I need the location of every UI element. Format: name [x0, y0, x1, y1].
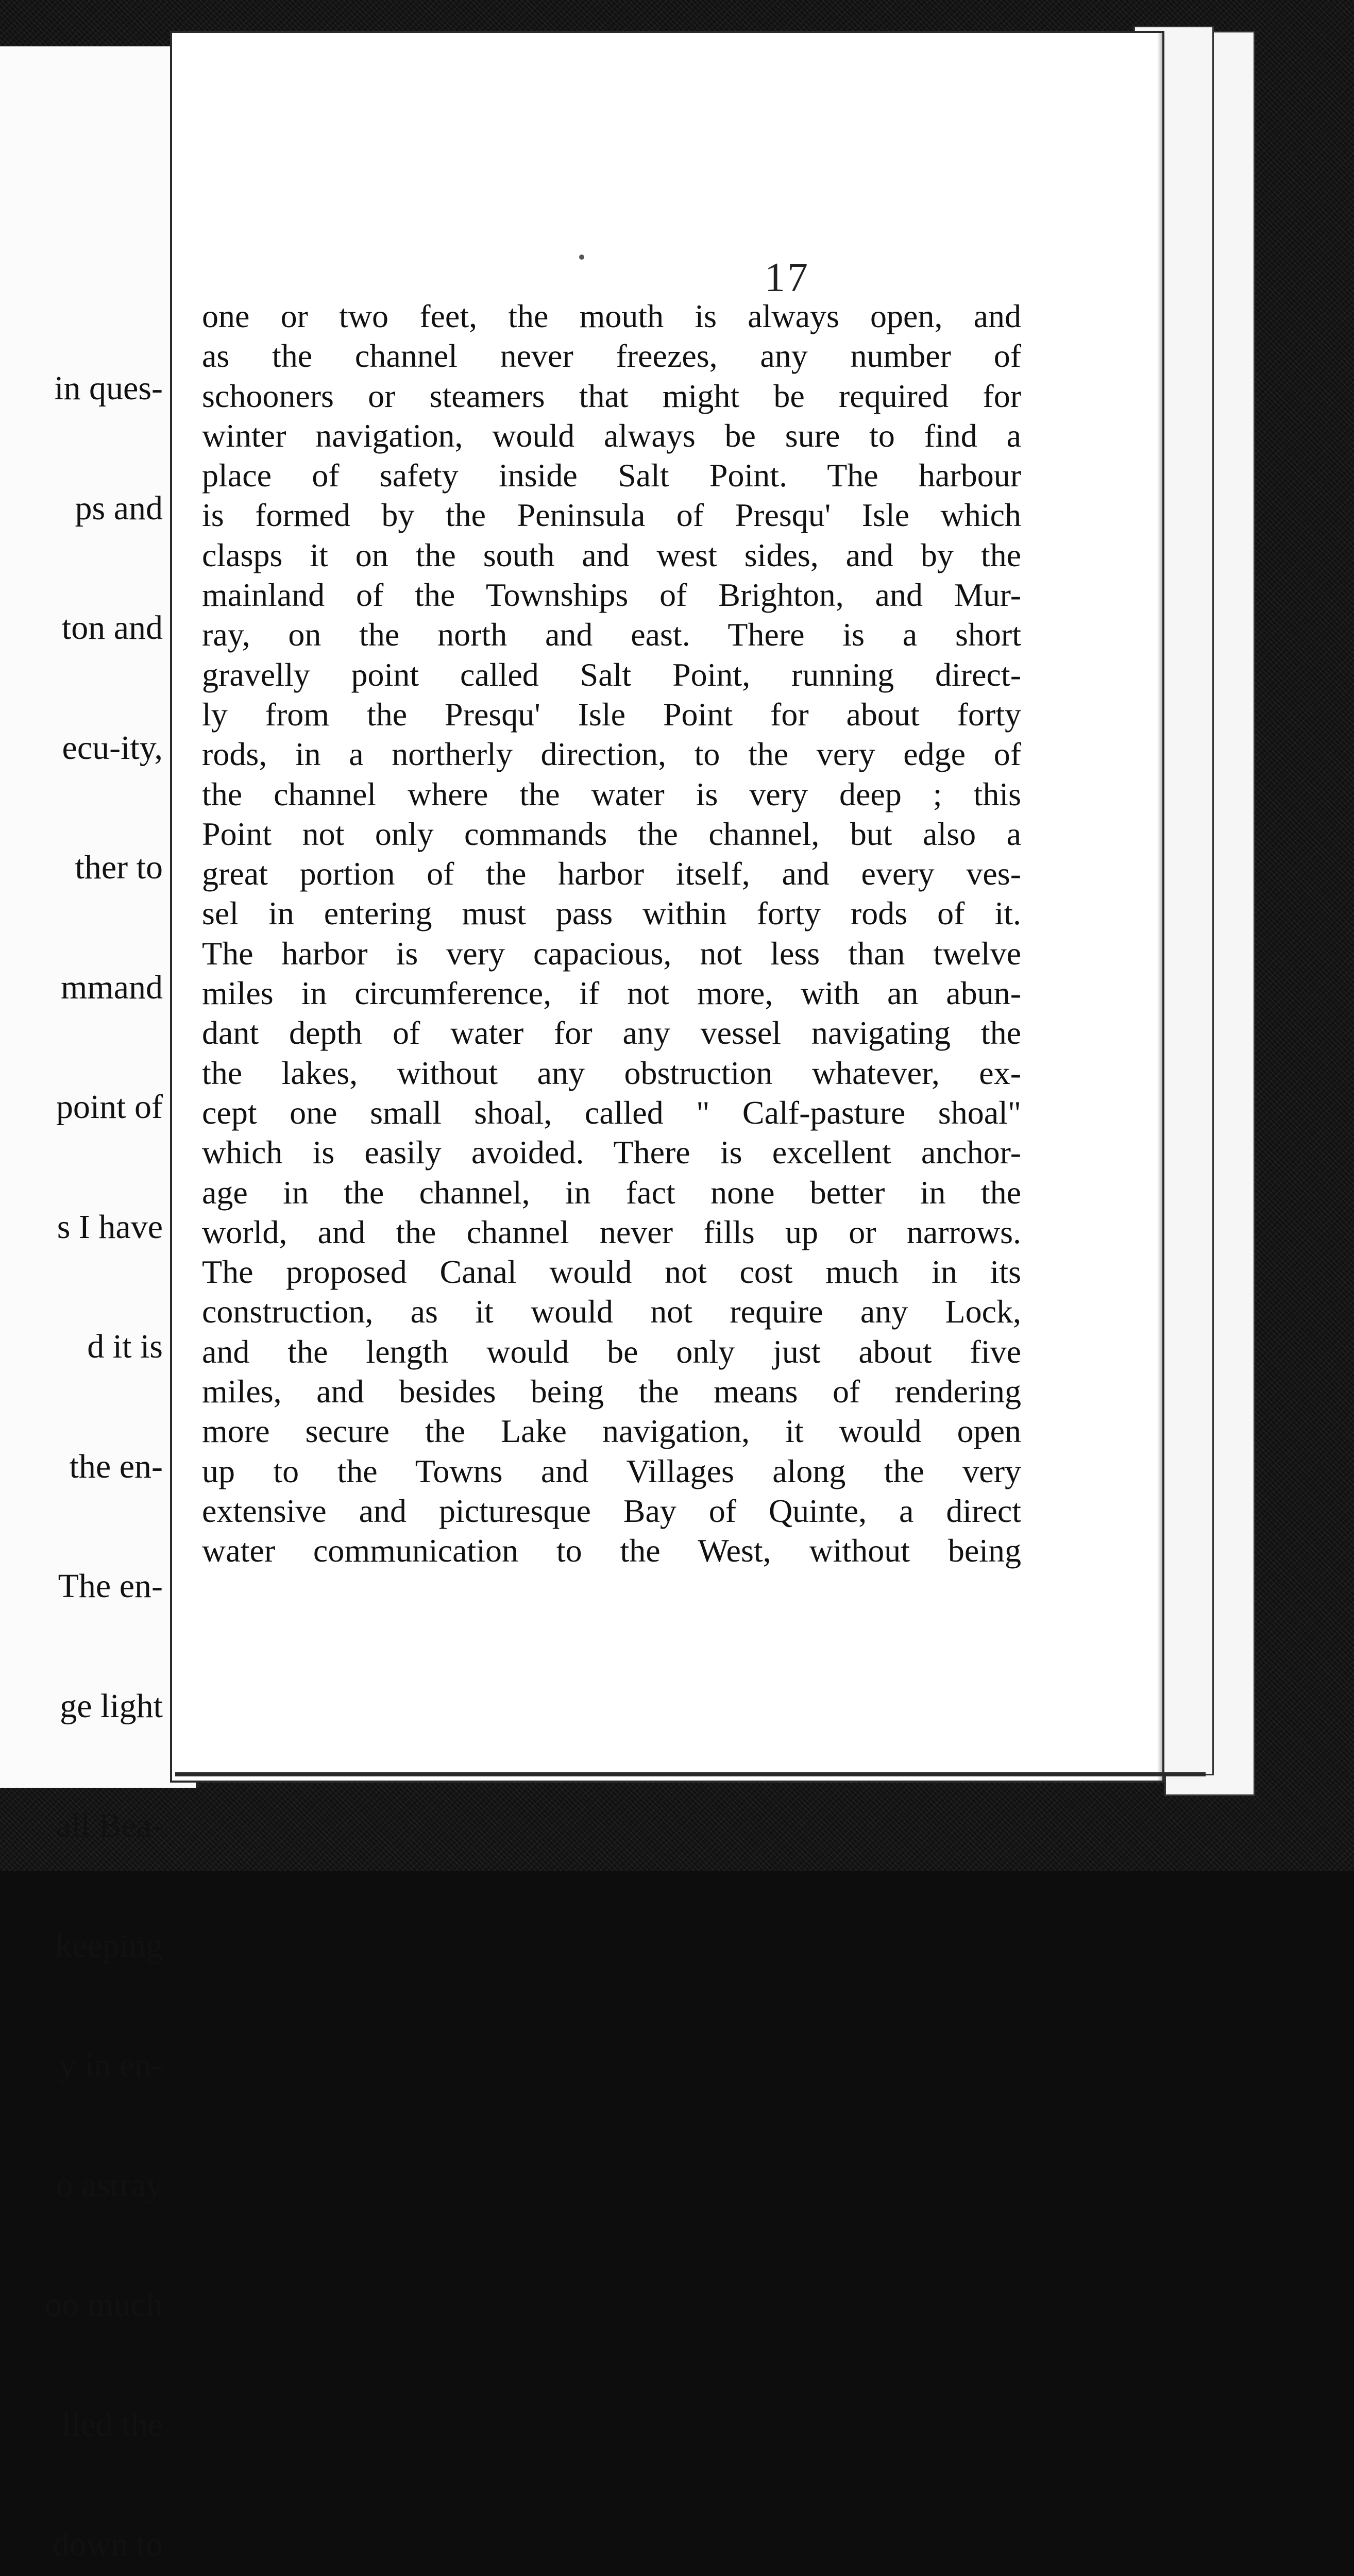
- text-line: dant depth of water for any vessel navigating the: [202, 1014, 1021, 1052]
- text-line: more secure the Lake navigation, it would open: [202, 1413, 1021, 1450]
- left-page: [0, 46, 199, 2563]
- text-line: The harbor is very capacious, not less than twelve: [202, 935, 1021, 972]
- left-line: down to: [52, 2526, 163, 2563]
- text-line: gravelly point called Salt Point, running direct-: [202, 656, 1021, 693]
- left-line: the en-: [69, 1447, 163, 1485]
- left-line: keeping: [55, 1926, 163, 1964]
- page-number: 17: [765, 255, 810, 300]
- text-line: up to the Towns and Villages along the very: [202, 1452, 1021, 1489]
- text-line: sel in entering must pass within forty rods of it.: [202, 895, 1021, 932]
- page-edge-shadow: [1157, 33, 1162, 1781]
- page-body-text: [202, 296, 1021, 1571]
- left-line: The en-: [58, 1567, 163, 1605]
- text-line: is formed by the Peninsula of Presqu' Isle which: [202, 497, 1021, 534]
- left-line: ps and: [75, 489, 163, 527]
- text-line: winter navigation, would always be sure to find a: [202, 417, 1021, 454]
- text-line: place of safety inside Salt Point. The harbour: [202, 457, 1021, 494]
- left-line: o astray: [56, 2166, 163, 2204]
- text-line: The proposed Canal would not cost much in its: [202, 1253, 1021, 1291]
- left-line: s I have: [57, 1208, 163, 1246]
- text-line: age in the channel, in fact none better in the: [202, 1174, 1021, 1211]
- text-line: great portion of the harbor itself, and every ves-: [202, 855, 1021, 892]
- text-line: extensive and picturesque Bay of Quinte, a direct: [202, 1492, 1021, 1529]
- text-line: clasps it on the south and west sides, and by the: [202, 536, 1021, 573]
- left-line: ge light: [60, 1687, 163, 1725]
- text-line: the lakes, without any obstruction whatever, ex-: [202, 1054, 1021, 1091]
- text-line: construction, as it would not require any Lock,: [202, 1293, 1021, 1330]
- left-line: ther to: [75, 849, 163, 886]
- left-line: oo much: [44, 2286, 163, 2324]
- text-line: miles, and besides being the means of rendering: [202, 1373, 1021, 1410]
- left-line: in ques-: [54, 369, 163, 407]
- left-page-text: [0, 289, 163, 2576]
- text-line: miles in circumference, if not more, with an abun-: [202, 975, 1021, 1012]
- text-line: Point not only commands the channel, but also a: [202, 815, 1021, 852]
- text-line: ly from the Presqu' Isle Point for about forty: [202, 696, 1021, 733]
- text-line: ray, on the north and east. There is a short: [202, 616, 1021, 653]
- page-bottom-edge: [175, 1772, 1206, 1776]
- text-line: water communication to the West, without being: [202, 1532, 1021, 1569]
- left-line: point of: [56, 1088, 163, 1126]
- left-line: all Bea-: [56, 1807, 163, 1844]
- left-line: y in en-: [59, 2046, 163, 2084]
- text-line: world, and the channel never fills up or narrows.: [202, 1213, 1021, 1250]
- left-line: ecu-ity,: [62, 728, 163, 767]
- left-line: d it is: [87, 1328, 163, 1365]
- text-line: cept one small shoal, called " Calf-pasture shoal": [202, 1094, 1021, 1131]
- text-line: the channel where the water is very deep ; this: [202, 775, 1021, 812]
- text-line: mainland of the Townships of Brighton, and Mur-: [202, 577, 1021, 614]
- text-line: and the length would be only just about five: [202, 1333, 1021, 1370]
- text-line: as the channel never freezes, any number of: [202, 337, 1021, 375]
- text-line: one or two feet, the mouth is always open, and: [202, 298, 1021, 334]
- left-line: ton and: [61, 609, 163, 647]
- left-line: mmand: [61, 968, 163, 1006]
- text-line: rods, in a northerly direction, to the very edge of: [202, 736, 1021, 773]
- ink-speck: [579, 255, 584, 260]
- text-line: schooners or steamers that might be required for: [202, 377, 1021, 414]
- left-line: lled the: [61, 2405, 163, 2444]
- text-line: which is easily avoided. There is excellent anchor-: [202, 1134, 1021, 1171]
